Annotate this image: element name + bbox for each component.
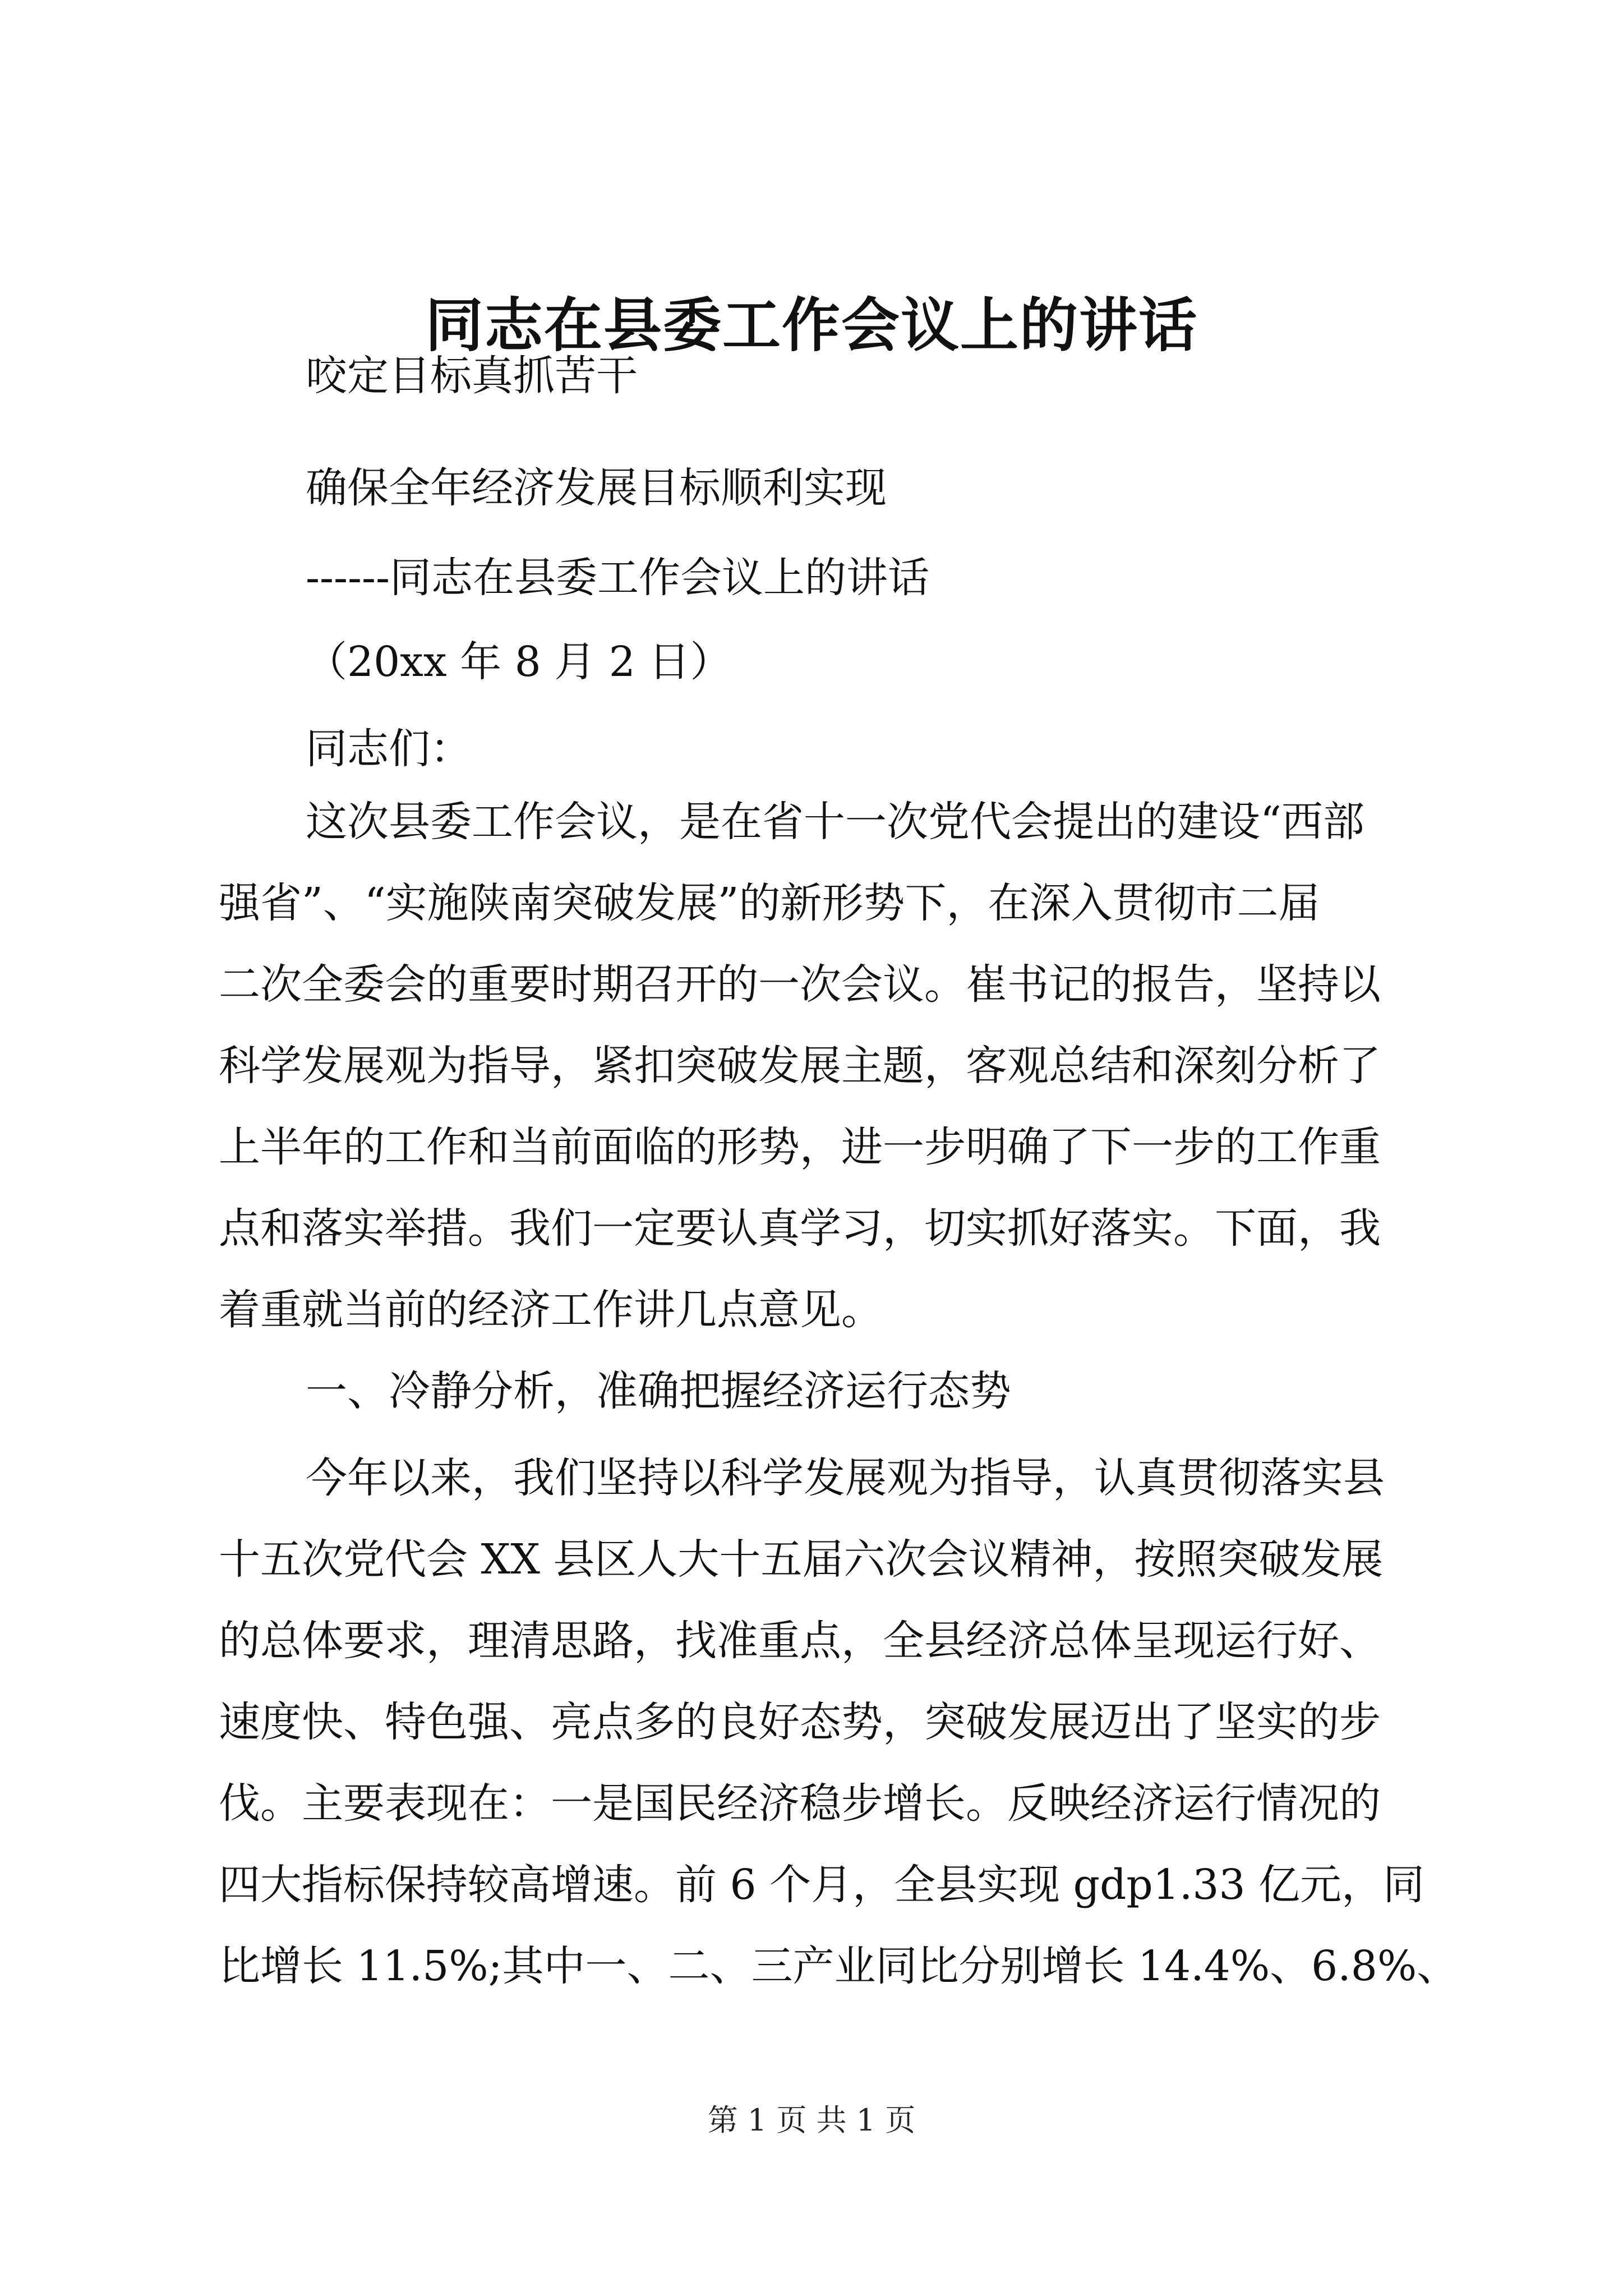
paragraph2-line-3: 的总体要求，理清思路，找准重点，全县经济总体呈现运行好、 (219, 1617, 1381, 1665)
paragraph2-line-7: 比增长 11.5%;其中一、二、三产业同比分别增长 14.4%、6.8%、 (219, 1942, 1459, 1990)
paragraph1-line-6: 点和落实举措。我们一定要认真学习，切实抓好落实。下面，我 (219, 1204, 1381, 1253)
document-title: 同志在县委工作会议上的讲话 (425, 291, 1198, 360)
paragraph2-line-4: 速度快、特色强、亮点多的良好态势，突破发展迈出了坚实的步 (219, 1698, 1381, 1746)
paragraph1-line-4: 科学发展观为指导，紧扣突破发展主题，客观总结和深刻分析了 (219, 1042, 1381, 1090)
paragraph2-line-5: 伐。主要表现在：一是国民经济稳步增长。反映经济运行情况的 (219, 1779, 1381, 1828)
subtitle-line-1: 咬定目标真抓苦干 (306, 352, 638, 400)
paragraph2-line-2: 十五次党代会 XX 县区人大十五届六次会议精神，按照突破发展 (219, 1535, 1384, 1584)
paragraph2-line-1: 今年以来，我们坚持以科学发展观为指导，认真贯彻落实县 (306, 1454, 1385, 1502)
section1-heading: 一、冷静分析，准确把握经济运行态势 (306, 1367, 1011, 1415)
paragraph1-line-7: 着重就当前的经济工作讲几点意见。 (219, 1286, 883, 1334)
salutation: 同志们： (306, 725, 472, 773)
paragraph2-line-6: 四大指标保持较高增速。前 6 个月，全县实现 gdp1.33 亿元，同 (219, 1861, 1425, 1909)
date-line: （20xx 年 8 月 2 日） (306, 638, 732, 686)
page-footer: 第 1 页 共 1 页 (707, 2102, 916, 2138)
subtitle-line-2: 确保全年经济发展目标顺利实现 (306, 464, 887, 512)
speaker-line: ------同志在县委工作会议上的讲话 (306, 554, 930, 602)
paragraph1-line-3: 二次全委会的重要时期召开的一次会议。崔书记的报告，坚持以 (219, 960, 1381, 1009)
paragraph1-line-5: 上半年的工作和当前面临的形势，进一步明确了下一步的工作重 (219, 1123, 1381, 1171)
paragraph1-line-2: 强省”、“实施陕南突破发展”的新形势下，在深入贯彻市二届 (219, 879, 1320, 927)
paragraph1-line-1: 这次县委工作会议，是在省十一次党代会提出的建设“西部 (306, 798, 1364, 846)
